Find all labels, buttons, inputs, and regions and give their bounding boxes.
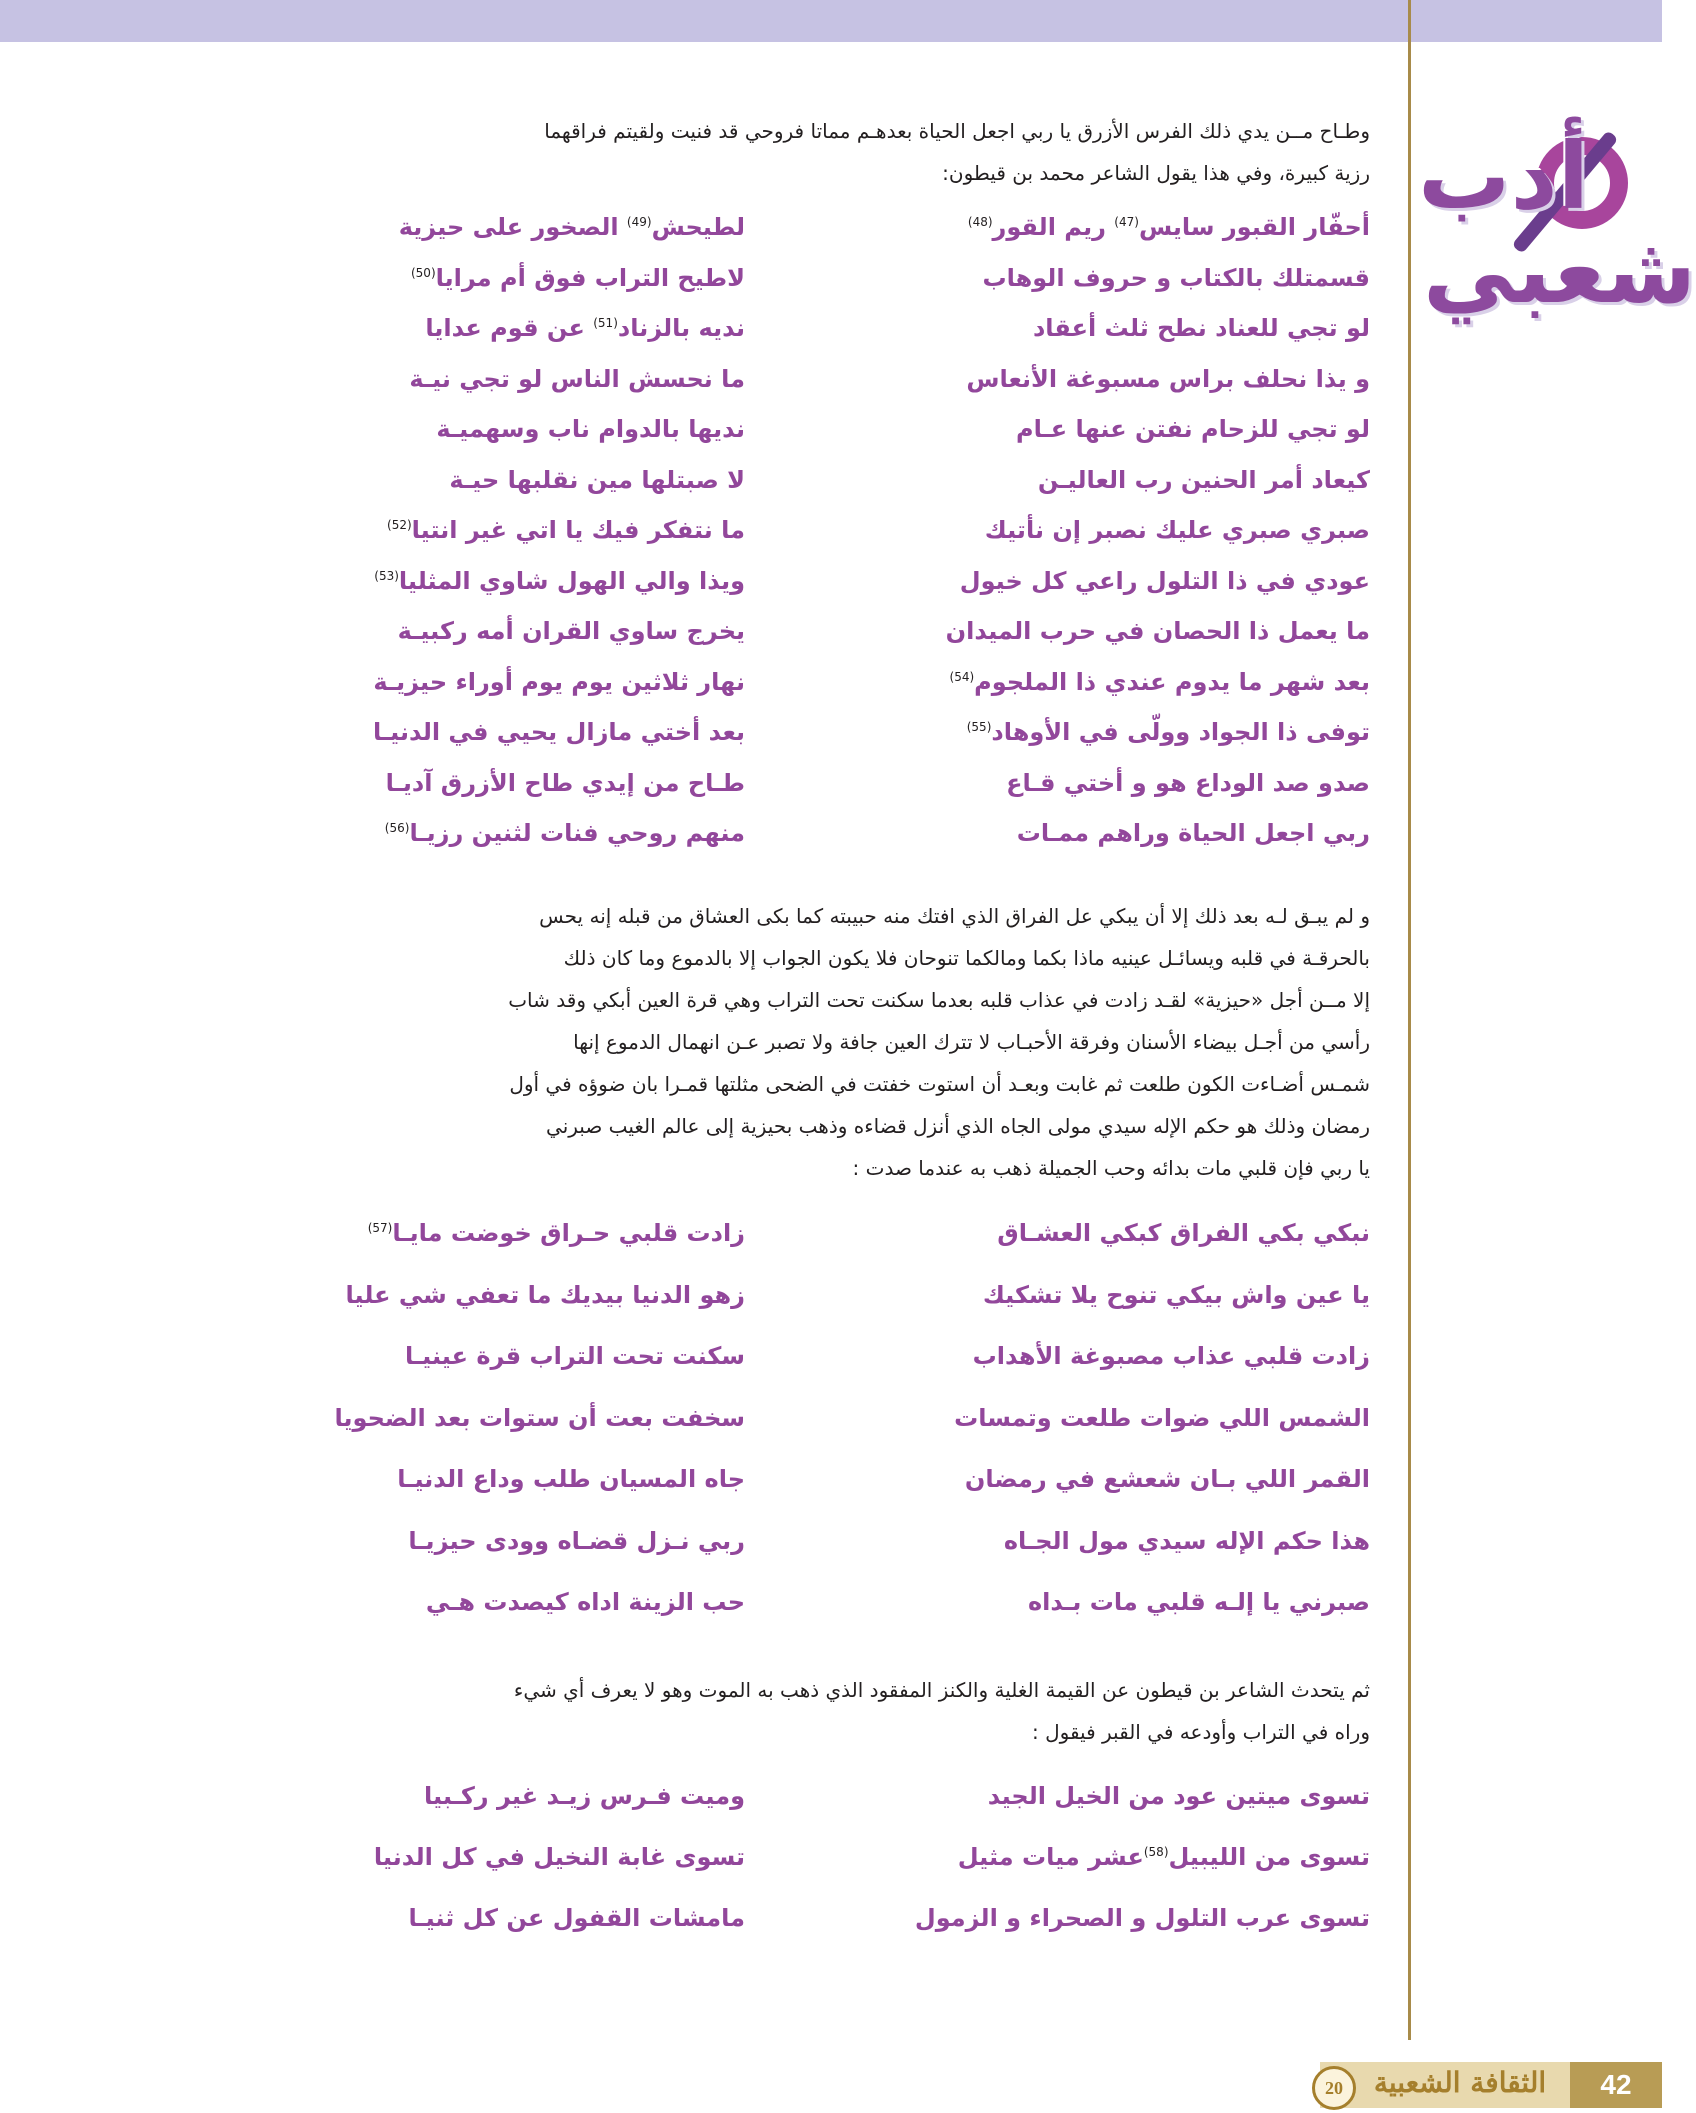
footnote-marker: (54) (949, 669, 975, 684)
footnote-marker: (48) (967, 215, 993, 230)
prose-line: وطـاح مــن يدي ذلك الفرس الأزرق يا ربي اجعل الحياة بعدهـم مماتا فروحي قد فنيت ولقيتم فراقهما (544, 119, 1370, 143)
verse-line (315, 202, 1370, 253)
verse-first-hemistich (940, 567, 1370, 595)
verse-line (315, 1826, 1370, 1887)
verse-text: يخرج ساوي القران أمه ركبيـة (397, 617, 745, 646)
verse-text: الشمس اللي ضوات طلعت وتمسات (954, 1403, 1370, 1432)
prose-line: رمضان وذلك هو حكم الإله سيدي مولى الجاه الذي أنزل قضاءه وذهب بحيزية إلى عالم الغيب صبرني (546, 1113, 1370, 1138)
verse-first-hemistich (940, 365, 1370, 393)
verse-second-hemistich (315, 264, 745, 292)
prose-line: ثم يتحدث الشاعر بن قيطون عن القيمة الغلية والكنز المفقود الذي ذهب به الموت وهو لا يعرف أي شيء (513, 1678, 1370, 1702)
verse-second-hemistich (315, 415, 745, 443)
poem-block-1 (315, 202, 1370, 859)
verse-first-hemistich (940, 516, 1370, 544)
verse-first-hemistich (914, 1903, 1370, 1932)
verse-text: بعد شهر ما يدوم عندي ذا الملجوم (974, 667, 1370, 696)
verse-first-hemistich (940, 213, 1370, 241)
verse-line (315, 1887, 1370, 1948)
verse-first-hemistich (940, 819, 1370, 847)
verse-second-hemistich (315, 819, 745, 847)
verse-text: عن قوم عدايا (425, 314, 594, 343)
verse-first-hemistich (940, 1527, 1370, 1555)
verse-text: بعد أختي مازال يحيي في الدنيـا (372, 718, 745, 747)
verse-line (315, 1765, 1370, 1826)
verse-first-hemistich (940, 718, 1370, 746)
verse-text: تسوى غابة النخيل في كل الدنيا (373, 1842, 745, 1871)
verse-text: قسمتلك بالكتاب و حروف الوهاب (982, 263, 1370, 292)
verse-text: لو تجي للزحام نفتن عنها عـام (1016, 415, 1370, 444)
verse-text: ويذا والي الهول شاوي المثليا (398, 566, 745, 595)
paragraph-1 (315, 110, 1370, 194)
verse-text: زهو الدنيا بيديك ما تعفي شي عليا (345, 1280, 745, 1309)
verse-text: يا عين واش بيكي تنوح يلا تشكيك (982, 1280, 1370, 1309)
verse-second-hemistich (315, 718, 745, 746)
verse-text: وميت فـرس زيـد غير ركـبيا (424, 1781, 745, 1810)
verse-line (315, 1326, 1370, 1388)
logo-word-1: أدب (1418, 123, 1590, 230)
verse-first-hemistich (940, 415, 1370, 443)
verse-text: تسوى ميتين عود من الخيل الجيد (987, 1781, 1370, 1810)
verse-text: لا صبتلها مين نقلبها حيـة (449, 465, 745, 494)
verse-line (315, 758, 1370, 809)
verse-line (315, 1510, 1370, 1572)
verse-second-hemistich (315, 617, 745, 645)
prose-line: وراه في التراب وأودعه في القبر فيقول : (1031, 1720, 1370, 1744)
verse-text: ريم القور (992, 213, 1115, 242)
verse-text: صبري صبري عليك نصبر إن نأتيك (984, 516, 1370, 545)
verse-text: لطيحش (651, 213, 745, 242)
footnote-marker: (57) (367, 1221, 393, 1236)
verse-line (315, 1387, 1370, 1449)
verse-first-hemistich (940, 1782, 1370, 1810)
verse-second-hemistich (315, 1904, 745, 1932)
prose-line: و لم يبـق لـه بعد ذلك إلا أن يبكي عل الفراق الذي افتك منه حبيبته كما بكى العشاق من قبله إنه يحس (539, 903, 1370, 928)
footnote-marker: (49) (626, 215, 652, 230)
verse-line (315, 657, 1370, 708)
verse-second-hemistich (315, 1404, 745, 1432)
prose-line: شمـس أضـاءت الكون طلعت ثم غابت وبعـد أن استوت خفتت في الضحى مثلتها قمـرا بان ضوؤه في أول (509, 1071, 1370, 1096)
poem-block-3 (315, 1765, 1370, 1948)
verse-second-hemistich (315, 1588, 745, 1616)
verse-text: زادت قلبي عذاب مصبوغة الأهداب (972, 1342, 1370, 1371)
verse-second-hemistich (315, 365, 745, 393)
verse-text: ربي نـزل قضـاه وودى حيزيـا (408, 1526, 745, 1555)
verse-text: هذا حكم الإله سيدي مول الجـاه (1003, 1526, 1370, 1555)
top-band (0, 0, 1662, 42)
verse-line (315, 404, 1370, 455)
verse-first-hemistich (940, 1843, 1370, 1871)
verse-second-hemistich (315, 1219, 745, 1247)
prose-line: بالحرقـة في قلبه ويسائـل عينيه ماذا بكما ومالكما تنوحان فلا يكون الجواب إلا بالدموع وما كان ذلك (563, 945, 1370, 970)
verse-second-hemistich (315, 1782, 745, 1810)
verse-text: كيعاد أمر الحنين رب العاليـن (1037, 465, 1370, 494)
footnote-marker: (51) (593, 316, 618, 331)
verse-first-hemistich (940, 1588, 1370, 1616)
verse-text: لو تجي للعناد نطح ثلث أعقاد (1032, 314, 1370, 343)
verse-text: طـاح من إيدي طاح الأزرق آديـا (385, 768, 745, 797)
verse-text: ما يعمل ذا الحصان في حرب الميدان (945, 617, 1370, 646)
verse-text: ما نتفكر فيك يا اتي غير انتيا (411, 516, 745, 545)
magazine-name: الثقافة الشعبية (1373, 2066, 1547, 2099)
footnote-marker: (56) (384, 821, 410, 836)
article-body (315, 110, 1370, 1948)
verse-text: و يذا نحلف براس مسبوغة الأنعاس (966, 364, 1370, 393)
verse-first-hemistich (940, 668, 1370, 696)
verse-text: تسوى من الليبيل (1168, 1842, 1370, 1871)
verse-text: صبرني يا إلـه قلبي مات بـداه (1027, 1588, 1370, 1617)
verse-first-hemistich (940, 1219, 1370, 1247)
verse-line (315, 354, 1370, 405)
verse-text: سخفت بعت أن ستوات بعد الضحويا (334, 1403, 745, 1432)
verse-second-hemistich (315, 213, 745, 241)
right-rule (1408, 0, 1411, 2040)
verse-second-hemistich (315, 668, 745, 696)
verse-text: جاه المسيان طلب وداع الدنيـا (397, 1465, 745, 1494)
verse-text: عودي في ذا التلول راعي كل خيول (959, 566, 1370, 595)
paragraph-3 (315, 1669, 1370, 1753)
verse-first-hemistich (940, 1281, 1370, 1309)
verse-text: نديها بالدوام ناب وسهميـة (436, 415, 745, 444)
footnote-marker: (58) (1143, 1844, 1169, 1859)
verse-first-hemistich (940, 1404, 1370, 1432)
verse-second-hemistich (315, 769, 745, 797)
prose-line: إلا مــن أجل «حيزية» لقـد زادت في عذاب قلبه بعدما سكنت تحت التراب وهي قرة العين أبكي وقد شاب (508, 987, 1370, 1012)
verse-text: توفى ذا الجواد وولّى في الأوهاد (991, 718, 1370, 747)
verse-first-hemistich (940, 1465, 1370, 1493)
verse-first-hemistich (940, 314, 1370, 342)
prose-line: رأسي من أجـل بيضاء الأسنان وفرقة الأحبـاب لا تترك العين جافة ولا تصبر عـن انهمال الدموع إنها (573, 1029, 1370, 1054)
issue-badge: 20 (1312, 2066, 1356, 2110)
verse-text: سكنت تحت التراب قرة عينيـا (404, 1342, 745, 1371)
verse-text: نبكي بكي الفراق كبكي العشـاق (997, 1219, 1370, 1248)
verse-second-hemistich (315, 516, 745, 544)
verse-text: أحفّار القبور سايس (1138, 213, 1370, 242)
footnote-marker: (47) (1114, 215, 1139, 230)
verse-line (315, 1264, 1370, 1326)
paragraph-2 (315, 895, 1370, 1189)
prose-line: رزية كبيرة، وفي هذا يقول الشاعر محمد بن قيطون: (942, 161, 1370, 185)
verse-text: ما نحسش الناس لو تجي نيـة (409, 364, 745, 393)
verse-second-hemistich (315, 1465, 745, 1493)
page-number: 42 (1570, 2062, 1662, 2108)
logo-word-2: شعبي (1423, 217, 1696, 324)
verse-text: القمر اللي بـان شعشع في رمضان (964, 1465, 1370, 1494)
verse-line (315, 606, 1370, 657)
verse-text: مامشات القفول عن كل ثنيـا (408, 1903, 745, 1932)
verse-first-hemistich (940, 617, 1370, 645)
verse-line (315, 505, 1370, 556)
verse-line (315, 556, 1370, 607)
footnote-marker: (52) (387, 518, 412, 533)
verse-text: نهار ثلاثين يوم يوم أوراء حيزيـة (373, 667, 745, 696)
verse-text: منهم روحي فنات لثنين رزيـا (409, 819, 745, 848)
verse-line (315, 1449, 1370, 1511)
verse-text: نديه بالزناد (617, 314, 745, 343)
verse-line (315, 455, 1370, 506)
verse-second-hemistich (315, 1843, 745, 1871)
verse-second-hemistich (315, 466, 745, 494)
verse-text: حب الزينة اداه كيصدت هـي (425, 1588, 745, 1617)
verse-second-hemistich (315, 314, 745, 342)
verse-line (315, 303, 1370, 354)
verse-text: زادت قلبي حـراق خوضت مايـا (392, 1219, 745, 1248)
verse-text: الصخور على حيزية (398, 213, 627, 242)
verse-text: لاطيح التراب فوق أم مرايا (435, 263, 745, 292)
verse-text: عشر ميات مثيل (957, 1842, 1144, 1871)
section-logo (1418, 105, 1696, 330)
verse-text: ربي اجعل الحياة وراهم ممـات (1016, 819, 1370, 848)
verse-second-hemistich (315, 1342, 745, 1370)
footnote-marker: (53) (374, 568, 399, 583)
verse-first-hemistich (940, 264, 1370, 292)
verse-text: صدو صد الوداع هو و أختي قـاع (1006, 768, 1370, 797)
footnote-marker: (50) (410, 265, 436, 280)
footnote-marker: (55) (966, 720, 992, 735)
verse-first-hemistich (940, 769, 1370, 797)
verse-line (315, 253, 1370, 304)
page-footer (1300, 2040, 1662, 2113)
prose-line: يا ربي فإن قلبي مات بدائه وحب الجميلة ذهب به عندما صدت : (852, 1155, 1370, 1180)
verse-second-hemistich (315, 1281, 745, 1309)
verse-second-hemistich (315, 1527, 745, 1555)
verse-line (315, 1572, 1370, 1634)
verse-text: تسوى عرب التلول و الصحراء و الزمول (914, 1903, 1370, 1932)
verse-line (315, 707, 1370, 758)
verse-second-hemistich (315, 567, 745, 595)
verse-first-hemistich (940, 466, 1370, 494)
poem-block-2 (315, 1203, 1370, 1634)
verse-line (315, 808, 1370, 859)
verse-first-hemistich (940, 1342, 1370, 1370)
verse-line (315, 1203, 1370, 1265)
